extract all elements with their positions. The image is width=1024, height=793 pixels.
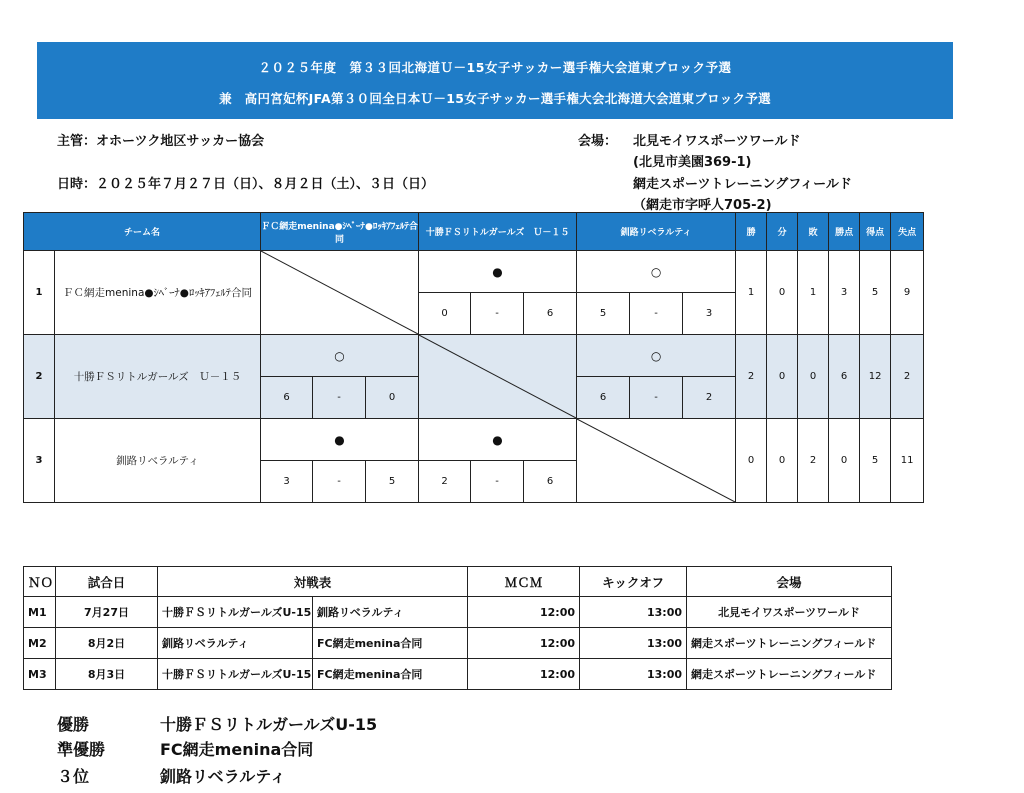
- score-away: 6: [524, 461, 577, 503]
- match-away-team: FC網走menina合同: [313, 659, 468, 690]
- score-away: 0: [366, 377, 419, 419]
- score-away: 2: [683, 377, 736, 419]
- goals-for-value: 12: [860, 335, 891, 419]
- title-banner: [37, 42, 953, 119]
- venue-label: 会場：: [578, 134, 618, 149]
- organizer-text: 主管：オホーツク地区サッカー協会: [57, 134, 265, 149]
- header-goals-against: 失点: [891, 213, 924, 251]
- match-venue: 網走スポーツトレーニングフィールド: [687, 628, 892, 659]
- match-row-m1: [24, 597, 892, 628]
- self-match-cell: [577, 419, 736, 503]
- result-symbol: ○: [577, 251, 736, 293]
- header-team-2: 十勝ＦＳリトルガールズ Ｕ－１５: [419, 213, 577, 251]
- results-header-row: [24, 213, 924, 251]
- match-mcm-time: 12:00: [468, 597, 580, 628]
- dates-text: 日時：２０２５年７月２７日（日）、８月２日（土）、３日（日）: [57, 177, 435, 192]
- header-draws: 分: [767, 213, 798, 251]
- match-date: 7月27日: [56, 597, 158, 628]
- wins-value: 2: [736, 335, 767, 419]
- team-row-3: [24, 419, 924, 461]
- match-row-m2: [24, 628, 892, 659]
- points-value: 6: [829, 335, 860, 419]
- league-results-table: [23, 212, 924, 503]
- match-date: 8月2日: [56, 628, 158, 659]
- match-away-team: FC網走menina合同: [313, 628, 468, 659]
- team-name: ＦＣ網走menina●ｼﾍﾞｰﾅ●ﾛｯｷｱﾌｪﾙﾃ合同: [55, 251, 261, 335]
- match-home-team: 十勝ＦＳリトルガールズU-15: [158, 659, 313, 690]
- goals-against-value: 2: [891, 335, 924, 419]
- score-separator: -: [471, 293, 524, 335]
- score-separator: -: [313, 461, 366, 503]
- header-venue: 会場: [687, 567, 892, 597]
- points-value: 3: [829, 251, 860, 335]
- header-points: 勝点: [829, 213, 860, 251]
- score-separator: -: [471, 461, 524, 503]
- first-place-team: 十勝ＦＳリトルガールズU-15: [160, 715, 378, 734]
- self-match-cell: [261, 251, 419, 335]
- header-team-1: ＦＣ網走menina●ｼﾍﾞｰﾅ●ﾛｯｷｱﾌｪﾙﾃ合同: [261, 213, 419, 251]
- losses-value: 0: [798, 335, 829, 419]
- header-wins: 勝: [736, 213, 767, 251]
- result-symbol: ●: [419, 419, 577, 461]
- result-symbol: ●: [419, 251, 577, 293]
- third-place-team: 釧路リベラルティ: [160, 767, 286, 786]
- header-team-3: 釧路リベラルティ: [577, 213, 736, 251]
- goals-for-value: 5: [860, 419, 891, 503]
- team-number: 2: [24, 335, 55, 419]
- match-venue: 北見モイワスポーツワールド: [687, 597, 892, 628]
- header-date: 試合日: [56, 567, 158, 597]
- score-away: 5: [366, 461, 419, 503]
- header-goals-for: 得点: [860, 213, 891, 251]
- match-kickoff-time: 13:00: [580, 659, 687, 690]
- team-row-2: [24, 335, 924, 377]
- wins-value: 1: [736, 251, 767, 335]
- first-place-label: 優勝: [57, 715, 90, 734]
- team-number: 1: [24, 251, 55, 335]
- header-mcm: ＭＣＭ: [468, 567, 580, 597]
- header-matchup: 対戦表: [158, 567, 468, 597]
- result-symbol: ○: [261, 335, 419, 377]
- match-mcm-time: 12:00: [468, 628, 580, 659]
- score-separator: -: [313, 377, 366, 419]
- match-no: M3: [24, 659, 56, 690]
- team-name: 釧路リベラルティ: [55, 419, 261, 503]
- result-symbol: ●: [261, 419, 419, 461]
- match-row-m3: [24, 659, 892, 690]
- match-no: M1: [24, 597, 56, 628]
- team-number: 3: [24, 419, 55, 503]
- match-schedule-table: [23, 566, 892, 690]
- self-match-cell: [419, 335, 577, 419]
- venue-2-name: 網走スポーツトレーニングフィールド: [633, 177, 852, 192]
- match-venue: 網走スポーツトレーニングフィールド: [687, 659, 892, 690]
- match-kickoff-time: 13:00: [580, 597, 687, 628]
- goals-for-value: 5: [860, 251, 891, 335]
- team-row-1: [24, 251, 924, 293]
- match-away-team: 釧路リベラルティ: [313, 597, 468, 628]
- venue-1-name: 北見モイワスポーツワールド: [633, 134, 801, 149]
- venue-2-address: （網走市字呼人705-2): [633, 198, 772, 213]
- second-place-team: FC網走menina合同: [160, 740, 314, 759]
- score-home: 0: [419, 293, 471, 335]
- score-home: 6: [261, 377, 313, 419]
- title-line-2: 兼 高円宮妃杯JFA第３０回全日本Ｕ－15女子サッカー選手権大会北海道大会道東ブロック予選: [219, 91, 771, 106]
- draws-value: 0: [767, 335, 798, 419]
- match-mcm-time: 12:00: [468, 659, 580, 690]
- team-name: 十勝ＦＳリトルガールズ Ｕ－１５: [55, 335, 261, 419]
- losses-value: 1: [798, 251, 829, 335]
- schedule-header-row: [24, 567, 892, 597]
- draws-value: 0: [767, 419, 798, 503]
- second-place-label: 準優勝: [57, 740, 106, 759]
- score-home: 5: [577, 293, 630, 335]
- score-home: 2: [419, 461, 471, 503]
- header-kickoff: キックオフ: [580, 567, 687, 597]
- result-symbol: ○: [577, 335, 736, 377]
- score-away: 3: [683, 293, 736, 335]
- title-line-1: ２０２５年度 第３３回北海道Ｕ－15女子サッカー選手権大会道東ブロック予選: [258, 60, 732, 75]
- score-home: 3: [261, 461, 313, 503]
- score-away: 6: [524, 293, 577, 335]
- losses-value: 2: [798, 419, 829, 503]
- score-home: 6: [577, 377, 630, 419]
- match-no: M2: [24, 628, 56, 659]
- draws-value: 0: [767, 251, 798, 335]
- points-value: 0: [829, 419, 860, 503]
- match-date: 8月3日: [56, 659, 158, 690]
- venue-1-address: (北見市美園369-1): [633, 155, 752, 170]
- header-losses: 敗: [798, 213, 829, 251]
- goals-against-value: 11: [891, 419, 924, 503]
- header-team-name: チーム名: [24, 213, 261, 251]
- match-home-team: 十勝ＦＳリトルガールズU-15: [158, 597, 313, 628]
- header-no: ＮＯ: [24, 567, 56, 597]
- goals-against-value: 9: [891, 251, 924, 335]
- match-home-team: 釧路リベラルティ: [158, 628, 313, 659]
- third-place-label: ３位: [57, 767, 90, 786]
- score-separator: -: [630, 293, 683, 335]
- score-separator: -: [630, 377, 683, 419]
- wins-value: 0: [736, 419, 767, 503]
- match-kickoff-time: 13:00: [580, 628, 687, 659]
